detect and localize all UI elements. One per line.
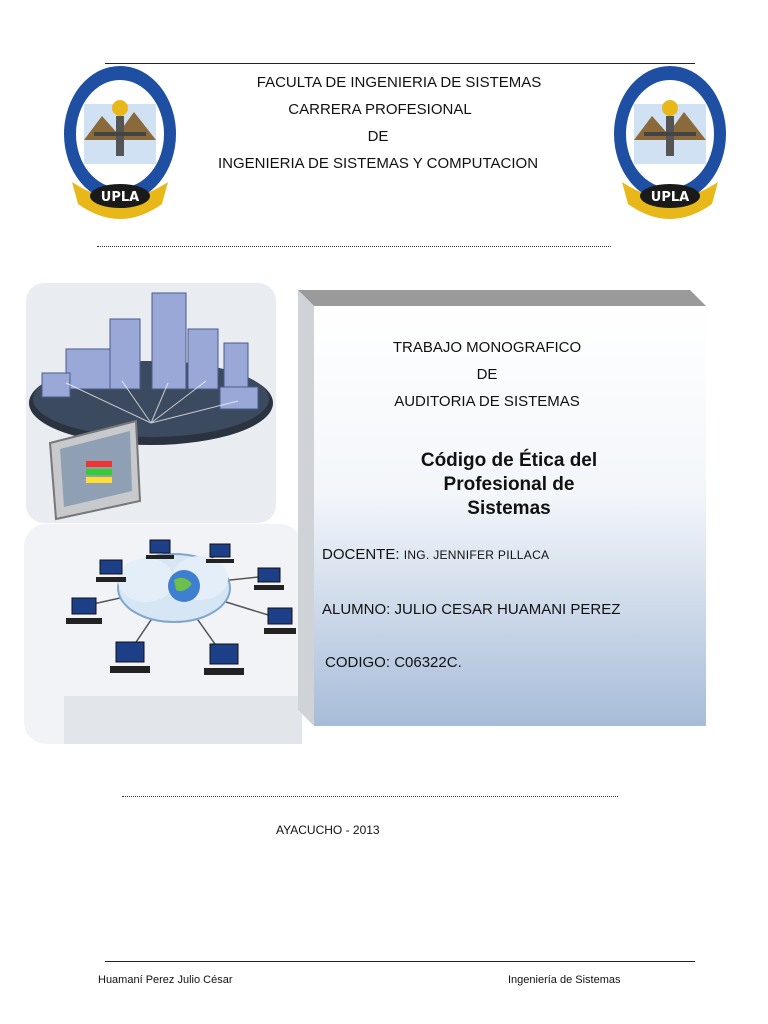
cloud-network-illustration	[24, 524, 302, 744]
course-line: AUDITORIA DE SISTEMAS	[394, 393, 580, 410]
codigo-value: C06322C.	[394, 654, 462, 671]
header-separator	[97, 246, 611, 247]
work-connector-line: DE	[476, 366, 498, 383]
docente-field	[322, 546, 549, 563]
footer-rule	[105, 961, 695, 962]
footer-program: Ingeniería de Sistemas	[508, 974, 621, 986]
cloud-icon	[118, 554, 230, 622]
document-title-line1: Código de Ética del	[420, 450, 598, 471]
city-network-illustration	[26, 283, 276, 523]
university-seal-left	[62, 64, 178, 232]
alumno-label: ALUMNO:	[322, 601, 391, 618]
career-line: CARRERA PROFESIONAL	[288, 101, 472, 118]
document-title-line3: Sistemas	[467, 498, 551, 519]
connector-line: DE	[367, 128, 389, 145]
codigo-field	[325, 654, 462, 671]
top-rule	[105, 63, 695, 64]
seal-right-badge: UPLA	[650, 190, 690, 205]
alumno-field	[322, 601, 620, 618]
footer-author: Huamaní Perez Julio César	[98, 974, 233, 986]
docente-value: ING. JENNIFER PILLACA	[403, 548, 550, 562]
codigo-label: CODIGO:	[325, 654, 391, 671]
faculty-line: FACULTA DE INGENIERIA DE SISTEMAS	[256, 74, 542, 91]
program-line: INGENIERIA DE SISTEMAS Y COMPUTACION	[217, 155, 539, 172]
document-title-line2: Profesional de	[443, 474, 575, 495]
place-date: AYACUCHO - 2013	[276, 823, 380, 837]
university-seal-right	[612, 64, 728, 232]
seal-left-badge: UPLA	[100, 190, 140, 205]
lower-separator	[122, 796, 618, 797]
alumno-value: JULIO CESAR HUAMANI PEREZ	[394, 601, 621, 618]
docente-label: DOCENTE:	[322, 546, 400, 563]
work-type-line: TRABAJO MONOGRAFICO	[392, 339, 582, 356]
